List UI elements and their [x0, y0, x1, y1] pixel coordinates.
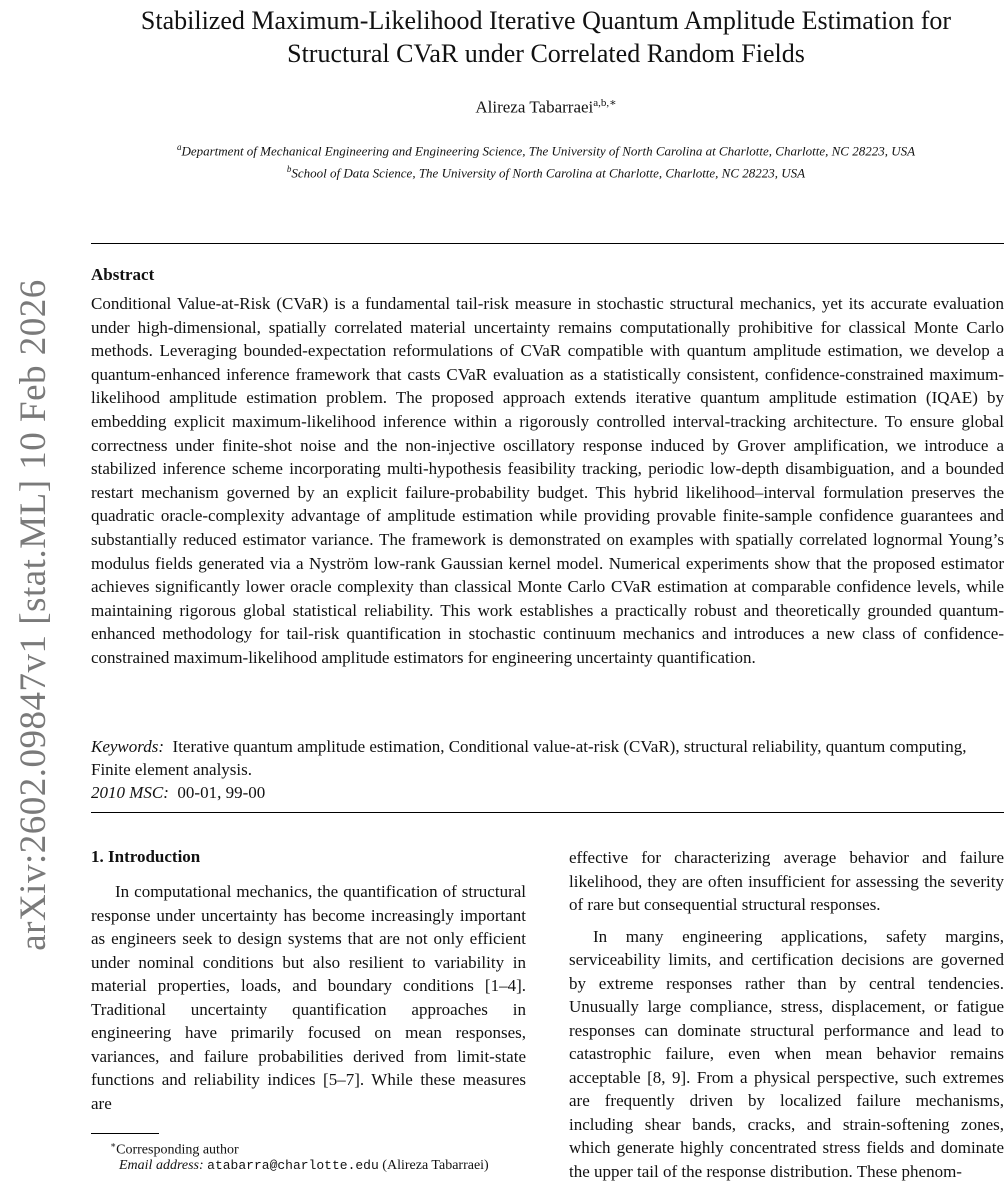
affiliation-text: School of Data Science, The University of North Carolina at Charlotte, Charlotte, NC 28223, USA [291, 165, 806, 181]
intro-paragraph-1: In computational mechanics, the quantification of structural response under uncertainty has become increasingly important as engineers seek to design systems that are not only efficient under nominal conditions but also resilient to variability in material properties, loads, and boundary conditions [1–4]. Traditional uncertainty quantification approaches in engineering have primarily focused on mean responses, variances, and failure probabilities derived from limit-state functions and reliability indices [5–7]. While these measures are [91, 882, 526, 1113]
top-divider [91, 243, 1004, 244]
intro-paragraph-1-continued: effective for characterizing average behavior and failure likelihood, they are often insufficient for assessing the severity of rare but consequential structural responses. [569, 848, 1004, 914]
keywords-line [91, 735, 1004, 781]
arxiv-identifier: arXiv:2602.09847v1 [stat.ML] 10 Feb 2026 [13, 279, 54, 951]
abstract-text: Conditional Value-at-Risk (CVaR) is a fundamental tail-risk measure in stochastic structural mechanics, yet its accurate evaluation under high-dimensional, spatially correlated material uncertainty remains computationally prohibitive for classical Monte Carlo methods. Leveraging bounded-expectation reformulations of CVaR compatible with quantum amplitude estimation, we develop a quantum-enhanced inference framework that casts CVaR evaluation as a statistically consistent, confidence-constrained maximum-likelihood amplitude estimation problem. The proposed approach extends iterative quantum amplitude estimation (IQAE) by embedding explicit maximum-likelihood inference within a rigorously controlled interval-tracking architecture. To ensure global correctness under finite-shot noise and the non-injective oscillatory response induced by Grover amplification, we introduce a stabilized inference scheme incorporating multi-hypothesis feasibility tracking, periodic low-depth disambiguation, and a bounded restart mechanism governed by an explicit failure-probability budget. This hybrid likelihood–interval formulation preserves the quadratic oracle-complexity advantage of amplitude estimation while providing provable finite-sample confidence guarantees and substantially reduced estimator variance. The framework is demonstrated on examples with spatially correlated lognormal Young’s modulus fields generated via a Nyström low-rank Gaussian kernel model. Numerical experiments show that the proposed estimator achieves significantly lower oracle complexity than classical Monte Carlo CVaR estimation at comparable confidence levels, while maintaining rigorous global statistical reliability. This work establishes a practically robust and theoretically grounded quantum-enhanced methodology for tail-risk quantification in stochastic continuum mechanics and introduces a new class of confidence-constrained maximum-likelihood amplitude estimators for engineering uncertainty quantification. [91, 294, 1004, 667]
keywords-label: Keywords: [91, 737, 165, 756]
keywords-text: Iterative quantum amplitude estimation, Conditional value-at-risk (CVaR), structural reliability, quantum computing, Finite element analysis. [91, 737, 967, 779]
footnote-corresponding-text: Corresponding author [116, 1142, 239, 1158]
intro-paragraph-2: In many engineering applications, safety margins, serviceability limits, and certification decisions are governed by extreme responses rather than by central tendencies. Unusually large compliance, stress, displacement, or fatigue responses can dominate structural performance and lead to catastrophic failure, even when mean behavior remains acceptable [8, 9]. From a physical perspective, such extremes are frequently driven by localized failure mechanisms, including shear bands, cracks, and strain-softening zones, which generate highly concentrated stress fields and dominate the upper tail of the response distribution. These phenom- [569, 926, 1004, 1181]
keywords-block [91, 735, 1004, 804]
affiliation-b [91, 160, 1001, 182]
footnote-divider [91, 1133, 159, 1134]
affiliations [91, 138, 1001, 183]
email-label: Email address: [119, 1158, 204, 1173]
affiliation-text: Department of Mechanical Engineering and Engineering Science, The University of North Carolina at Charlotte, Charlotte, NC 28223, USA [181, 143, 916, 159]
section-heading-introduction: 1. Introduction [91, 847, 201, 866]
affiliation-mark: b [286, 164, 292, 175]
footnote-email [119, 1157, 489, 1175]
author-name: Alireza Tabarraei [475, 97, 594, 117]
author-marks: a,b,∗ [593, 97, 617, 109]
email-suffix: (Alireza Tabarraei) [382, 1158, 489, 1173]
affiliation-mark: a [176, 142, 182, 152]
bottom-divider [91, 812, 1004, 813]
affiliation-a [91, 138, 1001, 160]
email-address[interactable]: atabarra@charlotte.edu [207, 1158, 379, 1173]
paper-title: Stabilized Maximum-Likelihood Iterative Quantum Amplitude Estimation for Structural CVaR under Correlated Random Fields [140, 6, 952, 68]
msc-line [91, 781, 1004, 804]
msc-label: 2010 MSC: [91, 783, 169, 802]
footnote-mark: ∗ [110, 1140, 117, 1150]
msc-text: 00-01, 99-00 [177, 783, 266, 802]
abstract-heading: Abstract [91, 265, 155, 284]
author-line [91, 96, 1001, 118]
left-column [91, 846, 526, 1123]
right-column [569, 846, 1004, 1191]
